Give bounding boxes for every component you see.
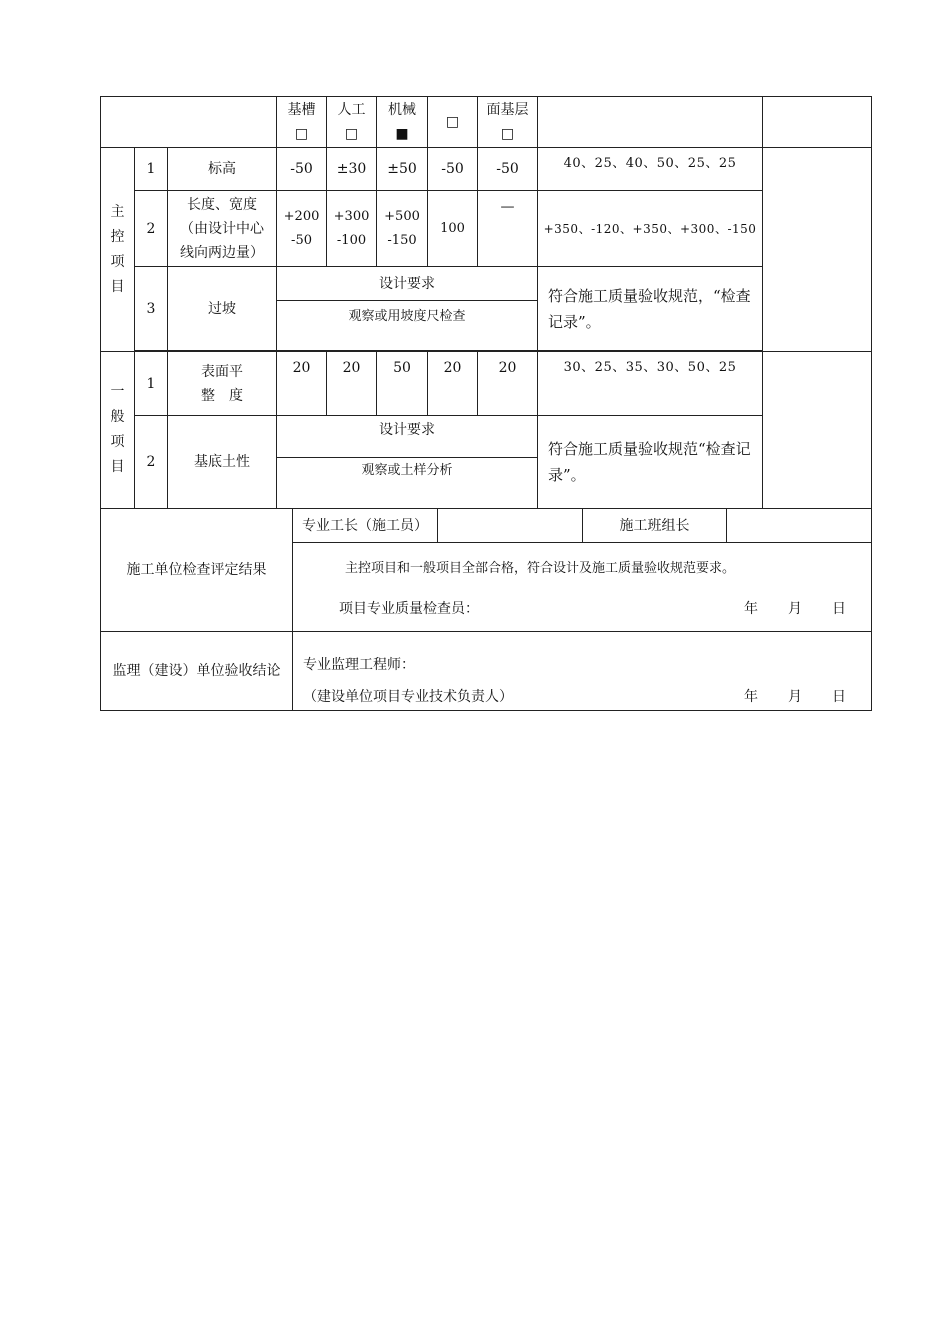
design-requirement: 设计要求 [277, 416, 537, 458]
group-char: 一 [110, 384, 125, 400]
date-field[interactable] [729, 685, 861, 709]
inspection-method: 观察或用坡度尺检查 [277, 301, 538, 351]
header-blank [101, 97, 277, 148]
tolerance-value: 20 [327, 352, 377, 416]
tolerance-lower: -100 [336, 232, 367, 248]
item-name [168, 352, 277, 416]
tolerance-upper: +200 [283, 208, 320, 224]
measured-results: +350、-120、+350、+300、-150 [538, 191, 763, 267]
main-item-3-row [101, 267, 872, 301]
supervision-cell [293, 632, 872, 711]
inspector-label: 项目专业质量检查员： [339, 601, 479, 617]
date-field[interactable] [729, 597, 861, 621]
tolerance-lower: -150 [387, 232, 417, 248]
main-item-1-row [101, 148, 872, 191]
date-month: 月 [788, 689, 802, 705]
tolerance-value [377, 191, 428, 267]
foreman-field[interactable] [438, 509, 583, 543]
construction-conclusion-text: 主控项目和一般项目全部合格，符合设计及施工质量验收规范要求。 [345, 561, 736, 576]
general-group-remarks [763, 352, 872, 509]
date-day: 日 [832, 689, 846, 705]
group-char: 控 [110, 228, 125, 245]
tolerance-value: — [478, 191, 538, 267]
tolerance-value: 20 [428, 352, 478, 416]
tolerance-value: 20 [277, 352, 327, 416]
footer-table [100, 508, 872, 711]
date-year: 年 [744, 601, 758, 617]
tolerance-value: 50 [377, 352, 428, 416]
item-number: 1 [135, 352, 168, 416]
measured-results: 40、25、40、50、25、25 [538, 148, 763, 191]
item-name-line: （由设计中心 [180, 220, 264, 237]
tolerance-value: -50 [478, 148, 538, 191]
tolerance-value: ±50 [377, 148, 428, 191]
tolerance-lower: -50 [291, 232, 312, 248]
item-name [168, 191, 277, 267]
foreman-row [101, 509, 872, 543]
compliance-result: 符合施工质量验收规范，“检查记录”。 [538, 267, 763, 351]
item-number: 1 [135, 148, 168, 191]
date-month: 月 [788, 601, 802, 617]
supervision-conclusion-title: 监理（建设）单位验收结论 [101, 632, 293, 711]
tolerance-value: -50 [277, 148, 327, 191]
item-name-line: 长度、宽度 [187, 196, 257, 213]
col-header-jixie [377, 97, 428, 148]
tolerance-upper: +500 [384, 208, 420, 224]
measured-results: 30、25、35、30、50、25 [538, 352, 763, 416]
item-number: 3 [135, 267, 168, 351]
group-char: 主 [110, 203, 125, 220]
construction-result-title: 施工单位检查评定结果 [101, 509, 293, 632]
header-row [101, 97, 872, 148]
requirement-method-cell [277, 416, 538, 509]
inspector-sign-row [293, 597, 871, 621]
item-name: 标高 [168, 148, 277, 191]
item-name: 基底土性 [168, 416, 277, 509]
item-number: 2 [135, 191, 168, 267]
col-header-rengong [327, 97, 377, 148]
checked-box-icon[interactable]: ■ [395, 126, 409, 142]
col-label: 机械 [388, 102, 417, 118]
general-item-1-row [101, 352, 872, 416]
engineer-label: 专业监理工程师： [303, 657, 415, 673]
item-name: 过坡 [168, 267, 277, 351]
team-leader-label: 施工班组长 [583, 509, 727, 543]
main-group-remarks [763, 148, 872, 352]
group-char: 项 [110, 253, 125, 270]
col-label: 面基层 [486, 102, 529, 118]
tolerance-value [327, 191, 377, 267]
tolerance-value: 100 [428, 191, 478, 267]
inspection-method: 观察或土样分析 [361, 463, 453, 478]
checkbox-icon[interactable]: □ [344, 126, 359, 142]
owner-sign-row [293, 685, 871, 709]
main-item-2-row [101, 191, 872, 267]
owner-label: （建设单位项目专业技术负责人） [303, 689, 513, 705]
date-year: 年 [744, 689, 758, 705]
group-char: 般 [110, 409, 125, 425]
team-leader-field[interactable] [727, 509, 872, 543]
item-name-line: 整 度 [201, 387, 243, 404]
checkbox-icon[interactable]: □ [500, 126, 515, 142]
checkbox-icon[interactable]: □ [445, 114, 460, 130]
general-item-2-row [101, 416, 872, 509]
group-char: 目 [110, 278, 125, 295]
item-name-line: 线向两边量） [180, 244, 264, 261]
construction-conclusion-cell [293, 543, 872, 632]
supervision-row [101, 632, 872, 711]
general-group-label [101, 352, 135, 509]
group-char: 目 [110, 459, 125, 475]
tolerance-value: ±30 [327, 148, 377, 191]
col-label: 人工 [337, 102, 366, 118]
item-number: 2 [135, 416, 168, 509]
col-header-jicao [277, 97, 327, 148]
foreman-label: 专业工长（施工员） [293, 509, 438, 543]
tolerance-value [277, 191, 327, 267]
tolerance-upper: +300 [333, 208, 370, 224]
col-header-blank [428, 97, 478, 148]
date-day: 日 [832, 601, 846, 617]
col-label: 基槽 [287, 102, 316, 118]
group-char: 项 [110, 434, 125, 450]
tolerance-value: 20 [478, 352, 538, 416]
checkbox-icon[interactable]: □ [294, 126, 309, 142]
compliance-result: 符合施工质量验收规范“检查记录”。 [538, 416, 763, 509]
item-name-line: 表面平 [201, 363, 243, 380]
tolerance-value: -50 [428, 148, 478, 191]
header-last-blank [763, 97, 872, 148]
header-result-blank [538, 97, 763, 148]
col-header-mianjiceng [478, 97, 538, 148]
main-control-group-label [101, 148, 135, 352]
design-requirement: 设计要求 [277, 267, 538, 301]
inspection-record-table [100, 96, 871, 711]
main-table [100, 96, 872, 509]
